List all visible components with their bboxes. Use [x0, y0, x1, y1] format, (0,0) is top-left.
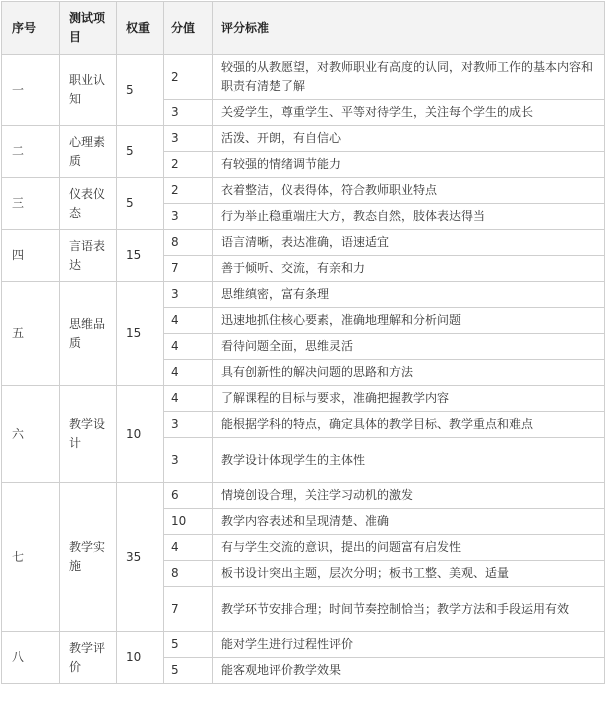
item-cell: 职业认知	[60, 55, 117, 126]
score-cell: 3	[164, 438, 213, 483]
weight-cell: 5	[117, 178, 164, 230]
table-row	[2, 178, 605, 204]
criteria-cell: 较强的从教愿望，对教师职业有高度的认同，对教师工作的基本内容和职责有清楚了解	[213, 55, 605, 100]
criteria-cell: 能客观地评价教学效果	[213, 658, 605, 684]
criteria-cell: 活泼、开朗，有自信心	[213, 126, 605, 152]
criteria-cell: 语言清晰，表达准确，语速适宜	[213, 230, 605, 256]
score-cell: 3	[164, 126, 213, 152]
weight-cell: 10	[117, 632, 164, 684]
header-item: 测试项目	[60, 2, 117, 55]
item-cell: 仪表仪态	[60, 178, 117, 230]
score-cell: 4	[164, 386, 213, 412]
criteria-cell: 思维缜密，富有条理	[213, 282, 605, 308]
table-row	[2, 230, 605, 256]
seq-cell: 八	[2, 632, 60, 684]
seq-cell: 三	[2, 178, 60, 230]
criteria-cell: 行为举止稳重端庄大方，教态自然，肢体表达得当	[213, 204, 605, 230]
criteria-cell: 情境创设合理，关注学习动机的激发	[213, 483, 605, 509]
table-body	[2, 55, 605, 684]
score-cell: 3	[164, 412, 213, 438]
score-cell: 3	[164, 204, 213, 230]
seq-cell: 七	[2, 483, 60, 632]
score-cell: 10	[164, 509, 213, 535]
score-cell: 8	[164, 230, 213, 256]
table-row	[2, 632, 605, 658]
seq-cell: 一	[2, 55, 60, 126]
item-cell: 思维品质	[60, 282, 117, 386]
score-cell: 5	[164, 632, 213, 658]
score-cell: 4	[164, 308, 213, 334]
criteria-cell: 具有创新性的解决问题的思路和方法	[213, 360, 605, 386]
score-cell: 5	[164, 658, 213, 684]
header-score: 分值	[164, 2, 213, 55]
score-cell: 6	[164, 483, 213, 509]
scoring-table	[1, 1, 605, 684]
header-criteria: 评分标准	[213, 2, 605, 55]
table-row	[2, 55, 605, 100]
score-cell: 8	[164, 561, 213, 587]
score-cell: 4	[164, 360, 213, 386]
header-weight: 权重	[117, 2, 164, 55]
score-cell: 4	[164, 535, 213, 561]
score-cell: 3	[164, 282, 213, 308]
item-cell: 心理素质	[60, 126, 117, 178]
criteria-cell: 教学内容表述和呈现清楚、准确	[213, 509, 605, 535]
header-row	[2, 2, 605, 55]
item-cell: 教学设计	[60, 386, 117, 483]
table-row	[2, 126, 605, 152]
criteria-cell: 了解课程的目标与要求，准确把握教学内容	[213, 386, 605, 412]
weight-cell: 5	[117, 126, 164, 178]
criteria-cell: 看待问题全面，思维灵活	[213, 334, 605, 360]
seq-cell: 五	[2, 282, 60, 386]
weight-cell: 10	[117, 386, 164, 483]
table-row	[2, 282, 605, 308]
item-cell: 教学实施	[60, 483, 117, 632]
seq-cell: 二	[2, 126, 60, 178]
criteria-cell: 有较强的情绪调节能力	[213, 152, 605, 178]
weight-cell: 15	[117, 282, 164, 386]
criteria-cell: 教学设计体现学生的主体性	[213, 438, 605, 483]
score-cell: 7	[164, 587, 213, 632]
weight-cell: 15	[117, 230, 164, 282]
score-cell: 3	[164, 100, 213, 126]
score-cell: 2	[164, 55, 213, 100]
score-cell: 7	[164, 256, 213, 282]
item-cell: 教学评价	[60, 632, 117, 684]
score-cell: 2	[164, 178, 213, 204]
criteria-cell: 能对学生进行过程性评价	[213, 632, 605, 658]
criteria-cell: 板书设计突出主题，层次分明；板书工整、美观、适量	[213, 561, 605, 587]
table-row	[2, 483, 605, 509]
criteria-cell: 能根据学科的特点，确定具体的教学目标、教学重点和难点	[213, 412, 605, 438]
score-cell: 4	[164, 334, 213, 360]
seq-cell: 四	[2, 230, 60, 282]
criteria-cell: 教学环节安排合理；时间节奏控制恰当；教学方法和手段运用有效	[213, 587, 605, 632]
seq-cell: 六	[2, 386, 60, 483]
criteria-cell: 有与学生交流的意识，提出的问题富有启发性	[213, 535, 605, 561]
criteria-cell: 衣着整洁，仪表得体，符合教师职业特点	[213, 178, 605, 204]
criteria-cell: 迅速地抓住核心要素，准确地理解和分析问题	[213, 308, 605, 334]
criteria-cell: 关爱学生，尊重学生、平等对待学生，关注每个学生的成长	[213, 100, 605, 126]
weight-cell: 35	[117, 483, 164, 632]
weight-cell: 5	[117, 55, 164, 126]
header-seq: 序号	[2, 2, 60, 55]
score-cell: 2	[164, 152, 213, 178]
item-cell: 言语表达	[60, 230, 117, 282]
criteria-cell: 善于倾听、交流，有亲和力	[213, 256, 605, 282]
table-row	[2, 386, 605, 412]
